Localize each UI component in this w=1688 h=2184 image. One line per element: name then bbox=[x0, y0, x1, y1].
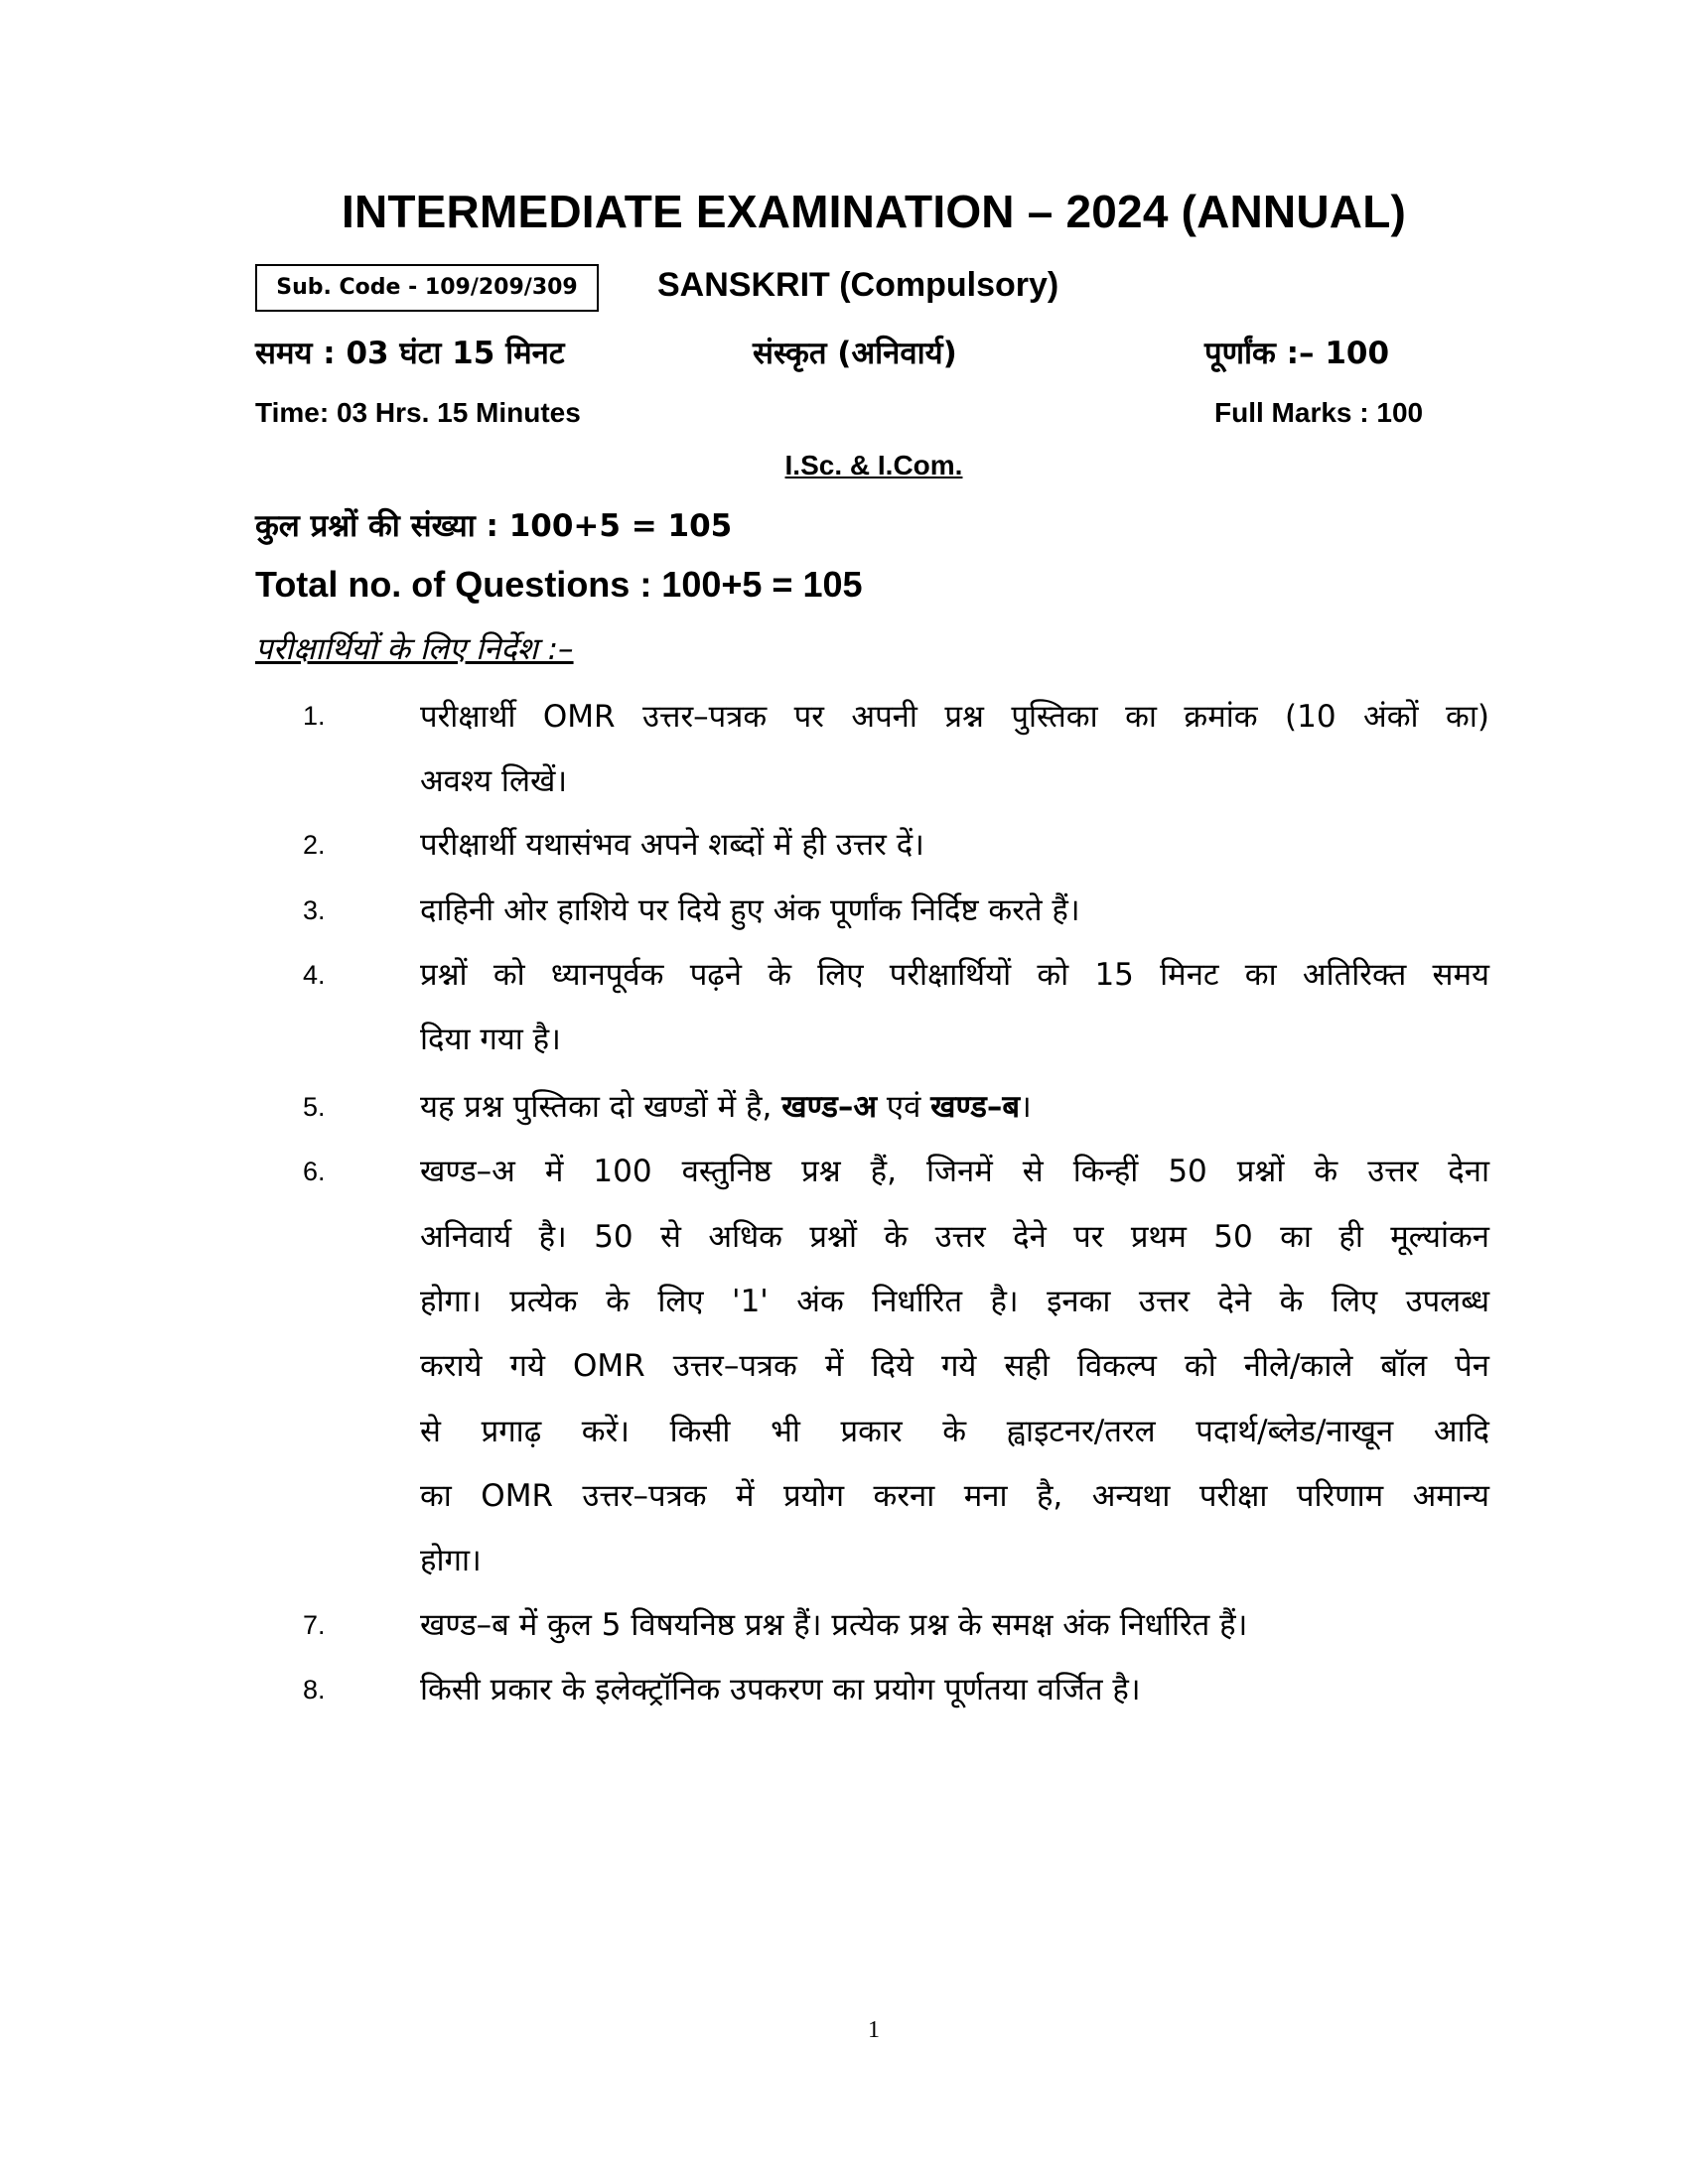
instruction-line: अवश्य लिखें। bbox=[420, 763, 568, 799]
instruction-line: होगा। प्रत्येक के लिए '1' अंक निर्धारित है। इनका उत्तर देने के लिए उपलब्ध bbox=[420, 1284, 1489, 1319]
instruction-number: 4. bbox=[303, 960, 326, 990]
instruction-text: यह प्रश्न पुस्तिका दो खण्डों में है, bbox=[420, 1089, 782, 1125]
instruction-line: किसी प्रकार के इलेक्ट्रॉनिक उपकरण का प्रयोग पूर्णतया वर्जित है। bbox=[420, 1672, 1141, 1707]
instruction-number: 2. bbox=[303, 830, 326, 860]
section-b-label: खण्ड–ब bbox=[930, 1089, 1021, 1125]
instruction-line: परीक्षार्थी यथासंभव अपने शब्दों में ही उत्तर दें। bbox=[420, 827, 924, 863]
instruction-line: खण्ड–अ में 100 वस्तुनिष्ठ प्रश्न हैं, जिनमें से किन्हीं 50 प्रश्नों के उत्तर देना bbox=[420, 1154, 1489, 1189]
page-number: 1 bbox=[868, 2017, 880, 2043]
instruction-number: 3. bbox=[303, 895, 326, 925]
instruction-line: का OMR उत्तर–पत्रक में प्रयोग करना मना है, अन्यथा परीक्षा परिणाम अमान्य bbox=[420, 1478, 1489, 1514]
instruction-line: प्रश्नों को ध्यानपूर्वक पढ़ने के लिए परीक्षार्थियों को 15 मिनट का अतिरिक्त समय bbox=[420, 957, 1489, 993]
instruction-line: होगा। bbox=[420, 1543, 482, 1578]
instruction-line-sections bbox=[420, 1085, 1032, 1127]
subject-name-english: SANSKRIT (Compulsory) bbox=[657, 266, 1059, 304]
instruction-number: 8. bbox=[303, 1675, 326, 1705]
instruction-text: एवं bbox=[877, 1089, 931, 1125]
section-a-label: खण्ड–अ bbox=[781, 1089, 878, 1125]
marks-hindi: पूर्णांक :– 100 bbox=[1204, 336, 1390, 371]
instruction-line: अनिवार्य है। 50 से अधिक प्रश्नों के उत्तर देने पर प्रथम 50 का ही मूल्यांकन bbox=[420, 1219, 1489, 1255]
marks-english: Full Marks : 100 bbox=[1214, 397, 1424, 428]
instruction-number: 7. bbox=[303, 1610, 326, 1640]
instruction-line: दिया गया है। bbox=[420, 1022, 561, 1057]
time-hindi: समय : 03 घंटा 15 मिनट bbox=[255, 336, 565, 371]
instruction-line: दाहिनी ओर हाशिये पर दिये हुए अंक पूर्णांक निर्दिष्ट करते हैं। bbox=[420, 892, 1080, 928]
instruction-number: 1. bbox=[303, 701, 326, 731]
instruction-number: 5. bbox=[303, 1092, 326, 1122]
subject-code-box: Sub. Code - 109/209/309 bbox=[255, 264, 599, 312]
instruction-line: परीक्षार्थी OMR उत्तर–पत्रक पर अपनी प्रश्न पुस्तिका का क्रमांक (10 अंकों का) bbox=[420, 699, 1489, 735]
instruction-line: खण्ड–ब में कुल 5 विषयनिष्ठ प्रश्न हैं। प्रत्येक प्रश्न के समक्ष अंक निर्धारित हैं। bbox=[420, 1607, 1248, 1643]
instruction-line: कराये गये OMR उत्तर–पत्रक में दिये गये सही विकल्प को नीले/काले बॉल पेन bbox=[420, 1348, 1489, 1384]
instruction-line: से प्रगाढ़ करें। किसी भी प्रकार के ह्वाइटनर/तरल पदार्थ/ब्लेड/नाखून आदि bbox=[420, 1414, 1489, 1449]
stream-label: I.Sc. & I.Com. bbox=[784, 450, 963, 480]
total-questions-english: Total no. of Questions : 100+5 = 105 bbox=[255, 564, 863, 605]
instructions-heading: परीक्षार्थियों के लिए निर्देश :– bbox=[255, 631, 574, 667]
exam-title: INTERMEDIATE EXAMINATION – 2024 (ANNUAL) bbox=[341, 186, 1407, 237]
instruction-number: 6. bbox=[303, 1157, 326, 1186]
time-english: Time: 03 Hrs. 15 Minutes bbox=[255, 397, 581, 428]
instruction-text: । bbox=[1020, 1089, 1032, 1125]
total-questions-hindi: कुल प्रश्नों की संख्या : 100+5 = 105 bbox=[255, 508, 733, 544]
subject-name-hindi: संस्कृत (अनिवार्य) bbox=[753, 336, 957, 371]
